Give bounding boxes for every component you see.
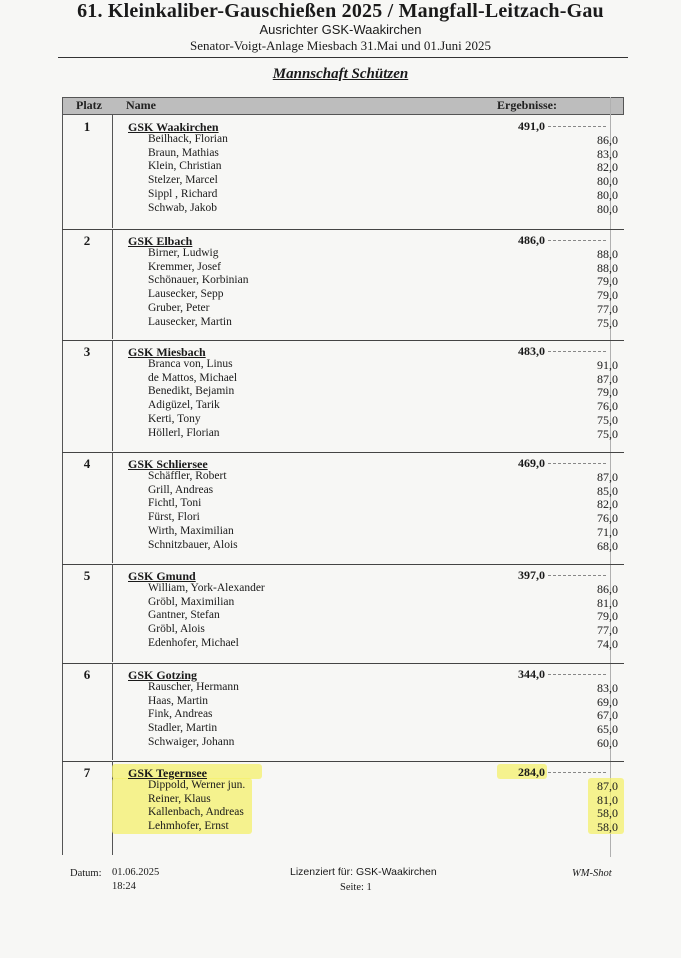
shooter-score: 76,0 (597, 511, 618, 526)
dotted-rule (548, 240, 606, 241)
shooter-score: 88,0 (597, 260, 618, 275)
shooter-name: Kallenbach, Andreas (148, 806, 244, 819)
team-name: GSK Miesbach (128, 345, 206, 359)
column-header-name: Name (126, 98, 156, 112)
footer-page: Seite: 1 (340, 882, 372, 893)
shooter-name: Lausecker, Martin (148, 315, 232, 328)
team-name: GSK Elbach (128, 234, 193, 248)
shooter-score: 60,0 (597, 735, 618, 750)
team-separator (62, 564, 624, 565)
shooter-score: 80,0 (597, 201, 618, 216)
shooter-name: Schönauer, Korbinian (148, 274, 249, 287)
shooter-name: Fürst, Flori (148, 511, 200, 524)
dotted-rule (548, 351, 606, 352)
team-total: 344,0 (518, 667, 545, 681)
shooter-score: 75,0 (597, 412, 618, 427)
shooter-score: 65,0 (597, 722, 618, 737)
footer-time: 18:24 (112, 881, 136, 892)
team-place: 3 (83, 344, 91, 359)
shooter-name: Gruber, Peter (148, 301, 210, 314)
team-name: GSK Gotzing (128, 668, 198, 682)
shooter-score: 75,0 (597, 315, 618, 330)
team-separator (62, 452, 624, 453)
shooter-score: 58,0 (597, 806, 618, 821)
shooter-score: 88,0 (597, 247, 618, 261)
footer-software: WM-Shot (572, 868, 612, 879)
shooter-score: 81,0 (597, 595, 618, 610)
shooter-score: 79,0 (597, 274, 618, 289)
shooter-score: 81,0 (597, 792, 618, 807)
team-place: 6 (83, 667, 91, 682)
team-separator (62, 663, 624, 664)
team-total: 483,0 (518, 344, 545, 358)
shooter-name: Birner, Ludwig (148, 247, 219, 259)
footer-license: Lizenziert für: GSK-Waakirchen (290, 866, 437, 878)
column-header-platz: Platz (76, 98, 102, 112)
team-place: 1 (83, 119, 91, 134)
shooter-score: 86,0 (597, 133, 618, 147)
shooter-name: Stelzer, Marcel (148, 174, 218, 187)
shooter-name: Schwab, Jakob (148, 201, 217, 214)
team-separator (62, 761, 624, 762)
team-separator (62, 340, 624, 341)
table-left-border (62, 115, 63, 855)
shooter-score: 80,0 (597, 174, 618, 189)
organizer-line: Ausrichter GSK-Waakirchen (259, 22, 422, 37)
shooter-name: Schwaiger, Johann (148, 735, 235, 748)
shooter-name: Schäffler, Robert (148, 470, 227, 482)
shooter-score: 86,0 (597, 582, 618, 596)
shooter-name: Stadler, Martin (148, 722, 218, 735)
shooter-score: 77,0 (597, 623, 618, 638)
shooter-score: 67,0 (597, 708, 618, 723)
team-total: 284,0 (518, 765, 545, 779)
document-title: 61. Kleinkaliber-Gauschießen 2025 / Mangfall-Leitzach-Gau (77, 0, 604, 22)
shooter-score: 85,0 (597, 483, 618, 498)
shooter-score: 75,0 (597, 426, 618, 441)
shooter-score: 82,0 (597, 160, 618, 175)
shooter-name: Fink, Andreas (148, 708, 213, 721)
shooter-name: Haas, Martin (148, 694, 209, 707)
shooter-score: 83,0 (597, 681, 618, 695)
shooter-name: Klein, Christian (148, 160, 222, 173)
section-heading: Mannschaft Schützen (272, 66, 409, 82)
team-total: 469,0 (518, 456, 545, 470)
shooter-name: William, York-Alexander (148, 582, 265, 594)
shooter-score: 87,0 (597, 371, 618, 386)
shooter-score: 83,0 (597, 146, 618, 161)
platz-column-divider (112, 115, 113, 228)
shooter-name: Kremmer, Josef (148, 260, 221, 273)
dotted-rule (548, 575, 606, 576)
shooter-name: Adigüzel, Tarik (148, 399, 220, 412)
shooter-name: Grill, Andreas (148, 483, 214, 496)
shooter-name: de Mattos, Michael (148, 371, 238, 384)
team-total: 397,0 (518, 568, 545, 582)
team-name: GSK Waakirchen (128, 120, 219, 134)
platz-column-divider (112, 340, 113, 451)
footer-date-label: Datum: (70, 868, 102, 879)
dotted-rule (548, 126, 606, 127)
shooter-name: Lausecker, Sepp (148, 288, 224, 301)
team-place: 4 (83, 456, 91, 471)
footer-date: 01.06.2025 (112, 867, 160, 878)
shooter-score: 58,0 (597, 820, 618, 835)
platz-column-divider (112, 564, 113, 662)
shooter-name: Branca von, Linus (148, 358, 233, 370)
shooter-score: 68,0 (597, 538, 618, 553)
shooter-name: Gantner, Stefan (148, 609, 220, 622)
shooter-score: 79,0 (597, 288, 618, 303)
platz-column-divider (112, 663, 113, 760)
shooter-name: Schnitzbauer, Alois (148, 538, 238, 551)
dotted-rule (548, 674, 606, 675)
shooter-name: Reiner, Klaus (148, 792, 211, 805)
shooter-score: 79,0 (597, 385, 618, 400)
column-header-results: Ergebnisse: (497, 98, 557, 112)
shooter-name: Fichtl, Toni (148, 497, 202, 510)
shooter-score: 87,0 (597, 470, 618, 484)
shooter-name: Lehmhofer, Ernst (148, 820, 229, 833)
team-place: 7 (83, 765, 91, 780)
team-separator (62, 229, 624, 230)
team-name: GSK Gmund (128, 569, 196, 583)
shooter-score: 77,0 (597, 301, 618, 316)
shooter-name: Braun, Mathias (148, 146, 219, 159)
shooter-name: Edenhofer, Michael (148, 636, 239, 649)
shooter-score: 82,0 (597, 497, 618, 512)
dotted-rule (548, 463, 606, 464)
platz-column-divider (112, 229, 113, 339)
shooter-score: 91,0 (597, 358, 618, 372)
shooter-score: 80,0 (597, 187, 618, 202)
shooter-score: 76,0 (597, 399, 618, 414)
team-place: 2 (83, 233, 91, 248)
shooter-score: 87,0 (597, 779, 618, 793)
dotted-rule (548, 772, 606, 773)
shooter-name: Rauscher, Hermann (148, 681, 239, 693)
shooter-score: 71,0 (597, 524, 618, 539)
platz-column-divider (112, 452, 113, 563)
shooter-name: Wirth, Maximilian (148, 524, 234, 537)
team-name: GSK Schliersee (128, 457, 208, 471)
venue-line: Senator-Voigt-Anlage Miesbach 31.Mai und 01.Juni 2025 (190, 38, 491, 53)
team-name: GSK Tegernsee (128, 766, 208, 780)
shooter-name: Gröbl, Maximilian (148, 595, 235, 608)
team-total: 486,0 (518, 233, 545, 247)
header-divider (58, 57, 628, 58)
shooter-name: Benedikt, Bejamin (148, 385, 235, 398)
shooter-score: 74,0 (597, 636, 618, 651)
shooter-score: 69,0 (597, 694, 618, 709)
team-place: 5 (83, 568, 91, 583)
shooter-name: Höllerl, Florian (148, 426, 220, 439)
team-total: 491,0 (518, 119, 545, 133)
shooter-name: Kerti, Tony (148, 412, 201, 425)
shooter-name: Beilhack, Florian (148, 133, 228, 145)
shooter-name: Sippl , Richard (148, 187, 218, 200)
shooter-score: 79,0 (597, 609, 618, 624)
shooter-name: Gröbl, Alois (148, 623, 205, 636)
shooter-name: Dippold, Werner jun. (148, 779, 246, 791)
